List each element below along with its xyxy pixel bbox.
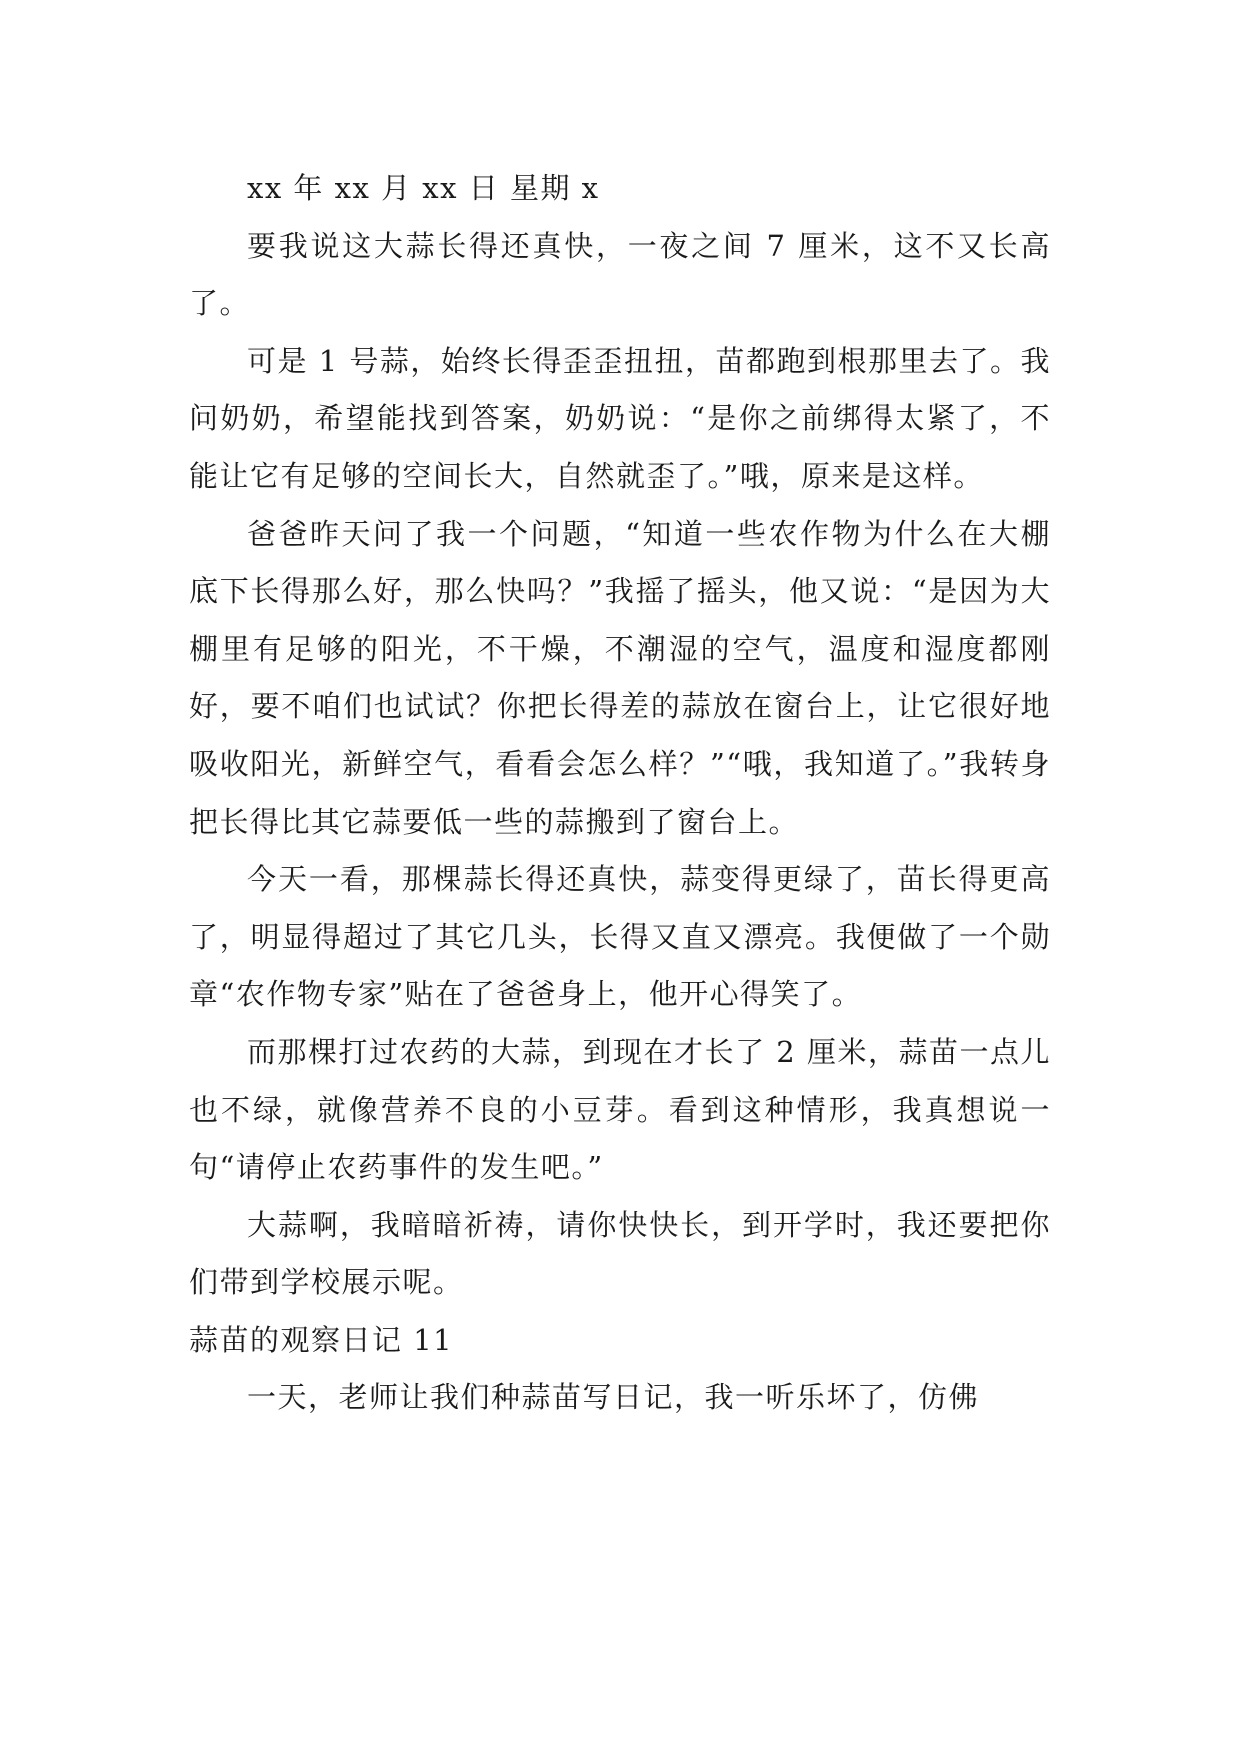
paragraph-3: 爸爸昨天问了我一个问题，“知道一些农作物为什么在大棚底下长得那么好，那么快吗？”我摇了摇头，他又说：“是因为大棚里有足够的阳光，不干燥，不潮湿的空气，温度和湿度都刚好，要不咱们也试试？你把长得差的蒜放在窗台上，让它很好地吸收阳光，新鲜空气，看看会怎么样？”“哦，我知道了。”我转身把长得比其它蒜要低一些的蒜搬到了窗台上。 bbox=[189, 516, 1051, 839]
paragraph-2: 可是 1 号蒜，始终长得歪歪扭扭，苗都跑到根那里去了。我问奶奶，希望能找到答案，奶奶说：“是你之前绑得太紧了，不能让它有足够的空间长大，自然就歪了。”哦，原来是这样。 bbox=[189, 343, 1051, 493]
paragraph-4: 今天一看，那棵蒜长得还真快，蒜变得更绿了，苗长得更高了，明显得超过了其它几头，长得又直又漂亮。我便做了一个勋章“农作物专家”贴在了爸爸身上，他开心得笑了。 bbox=[189, 862, 1051, 1012]
section-title: 蒜苗的观察日记 11 bbox=[189, 1322, 454, 1357]
paragraph-7: 一天，老师让我们种蒜苗写日记，我一听乐坏了，仿佛 bbox=[247, 1380, 980, 1415]
document-body bbox=[189, 160, 1051, 1427]
paragraph-5: 而那棵打过农药的大蒜，到现在才长了 2 厘米，蒜苗一点儿也不绿，就像营养不良的小豆芽。看到这种情形，我真想说一句“请停止农药事件的发生吧。” bbox=[189, 1034, 1051, 1185]
date-line: xx 年 xx 月 xx 日 星期 x bbox=[247, 171, 600, 205]
paragraph-6: 大蒜啊，我暗暗祈祷，请你快快长，到开学时，我还要把你们带到学校展示呢。 bbox=[189, 1207, 1051, 1300]
paragraph-1: 要我说这大蒜长得还真快，一夜之间 7 厘米，这不又长高了。 bbox=[189, 228, 1051, 321]
